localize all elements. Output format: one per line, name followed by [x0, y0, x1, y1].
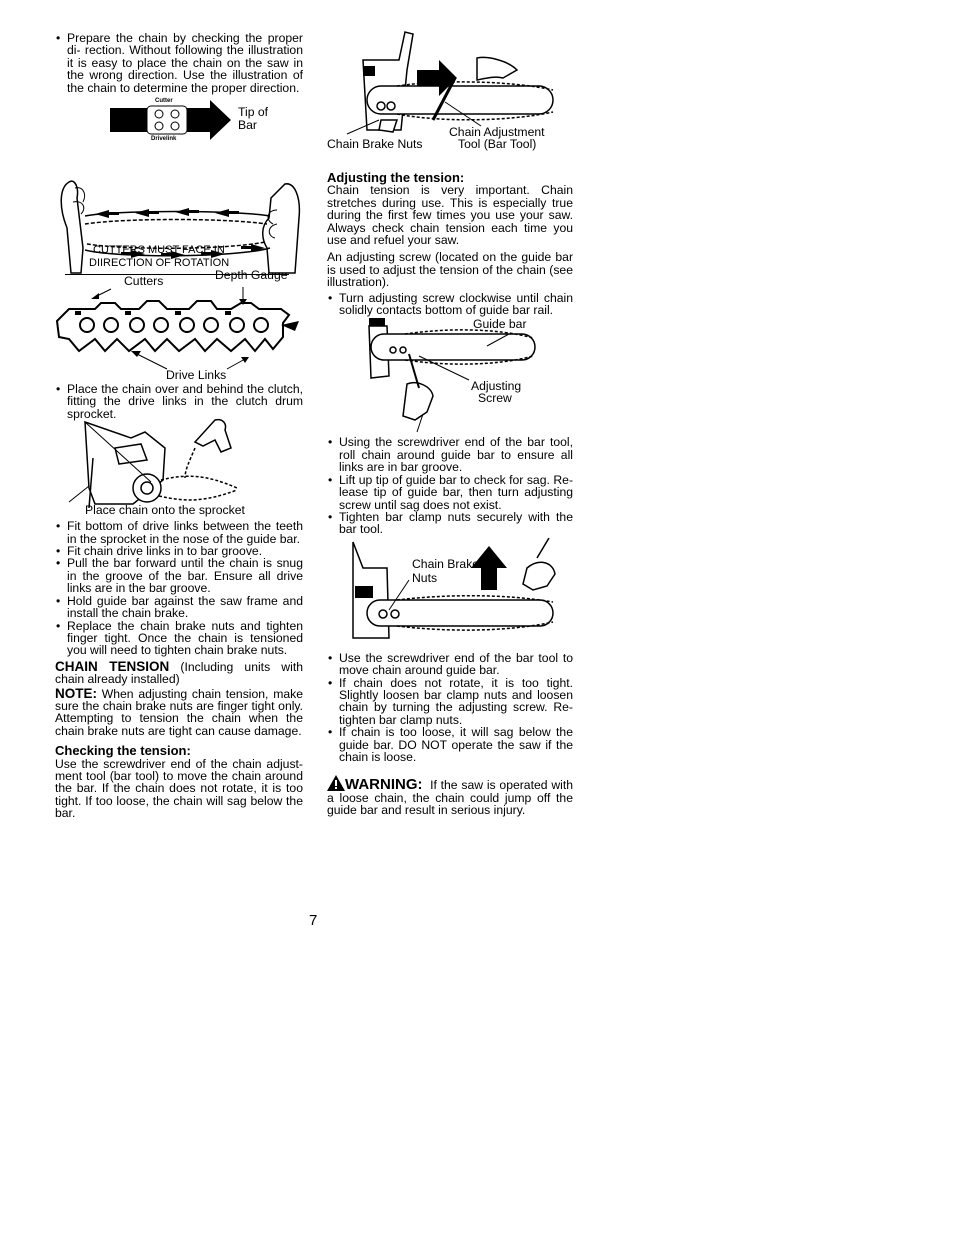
chain-brake-label-2: Nuts: [412, 570, 438, 585]
adjusting-screw-illustration: [327, 316, 573, 436]
install-bullet: • Hold guide bar against the saw frame and install the chain brake.: [55, 595, 303, 620]
bar-tool-figure: [327, 30, 573, 170]
checking-heading: Checking the tension:: [55, 743, 191, 759]
sprocket-caption: Place chain onto the sprocket: [85, 503, 245, 518]
turn-screw-bullet: • Turn adjusting screw clockwise until chain solidly contacts bottom of guide bar rail.: [327, 292, 573, 317]
mid-bullet: • Lift up tip of guide bar to check for sag. Re- lease tip of guide bar, then turn adjusting screw until sag does not exist.: [327, 474, 573, 511]
warning-label: WARNING:: [345, 776, 423, 794]
intro-bullet: • Prepare the chain by checking the proper di- rection. Without following the illustration it is easy to place the chain on the saw in the wrong direction. Use the illustration of the chain to determine the proper direction.: [55, 32, 303, 94]
warning-text: If the saw is operated with a loose chain, the chain could jump off the guide bar and result in serious injury.: [327, 778, 573, 818]
page-number: 7: [309, 912, 318, 929]
direction-caption-2: DIIRECTION OF ROTATION: [89, 257, 230, 270]
checking-text: Use the screwdriver end of the chain adjust- ment tool (bar tool) to move the chain around the bar. If the chain does not rotate, it is too tight. If too loose, the chain will sag below the bar.: [55, 756, 303, 821]
end-bullet: • If chain does not rotate, it is too tight. Slightly loosen bar clamp nuts and loosen chain by turning the adjusting screw. Re- tighten bar clamp nuts.: [327, 677, 573, 727]
bar-tool-illustration: [327, 30, 573, 140]
place-chain-bullet: • Place the chain over and behind the clutch, fitting the drive links in the clutch drum sprocket.: [55, 383, 303, 420]
adjustment-tool-label-1: Chain Adjustment: [449, 125, 545, 139]
install-bullet: • Pull the bar forward until the chain is snug in the groove of the bar. Ensure all drive links are in the bar groove.: [55, 557, 303, 594]
mid-bullets: [327, 436, 573, 535]
left-column: [55, 32, 303, 820]
chain-parts-figure: [55, 268, 303, 383]
adjustment-tool-label-2: Tool (Bar Tool): [458, 137, 537, 151]
chain-brake-illustration: [327, 538, 573, 648]
chain-direction-figure: [55, 98, 303, 288]
adjusting-screw-label-1: Adjusting: [471, 379, 522, 394]
warning-triangle-icon: [327, 775, 345, 791]
mid-bullet: • Tighten bar clamp nuts securely with the bar tool.: [327, 511, 573, 536]
adjusting-heading: Adjusting the tension:: [327, 170, 465, 185]
install-bullets: [55, 520, 303, 656]
chain-tension-heading: CHAIN TENSION: [55, 658, 170, 674]
adjusting-screw-figure: [327, 316, 573, 436]
note-paragraph: [55, 685, 303, 738]
note-text: When adjusting chain tension, make sure the chain brake nuts are finger tight only. Attempting to tension the chain when the chain brake nuts are tight can cause damage.: [55, 686, 303, 738]
chain-brake-label-1: Chain Brake: [412, 556, 480, 571]
chain-brake-nuts-label: Chain Brake Nuts: [327, 137, 423, 151]
install-bullet: • Replace the chain brake nuts and tighten finger tight. Once the chain is tensioned you will need to tighten chain brake nuts.: [55, 620, 303, 657]
chain-brake-figure: [327, 538, 573, 652]
install-bullet: • Fit bottom of drive links between the teeth in the sprocket in the nose of the guide bar.: [55, 520, 303, 545]
mid-bullet: • Using the screwdriver end of the bar tool, roll chain around guide bar to ensure all links are in bar groove.: [327, 436, 573, 473]
direction-caption-1: CUTTERS MUST FACE IN: [93, 244, 225, 257]
adjusting-text: Chain tension is very important. Chain stretches during use. This is especially true during the first few times you use your saw. Always check chain tension each time you use and refuel your saw.: [327, 183, 573, 248]
right-column: [327, 30, 573, 817]
adjusting-screw-label-2: Screw: [478, 391, 512, 406]
chain-tension-note: (Including units with chain already installed): [55, 659, 303, 687]
screw-text: An adjusting screw (located on the guide bar is used to adjust the tension of the chain (see illustration).: [327, 250, 573, 290]
chain-parts-illustration: [55, 281, 303, 381]
cutter-label: Cutter: [155, 98, 173, 105]
cutters-label: Cutters: [124, 274, 164, 289]
tip-of-bar-label-2: Bar: [238, 118, 257, 133]
sprocket-figure: [55, 418, 303, 520]
end-bullets: [327, 652, 573, 764]
guide-bar-label: Guide bar: [473, 317, 527, 332]
end-bullet: • If chain is too loose, it will sag below the guide bar. DO NOT operate the saw if the chain is loose.: [327, 726, 573, 763]
note-label: NOTE:: [55, 685, 97, 701]
sprocket-illustration: [55, 418, 303, 508]
drivelink-label: Drivelink: [151, 136, 177, 143]
chain-tension-paragraph: [55, 658, 303, 687]
depth-gauge-label: Depth Gauge: [215, 268, 288, 283]
drive-links-label: Drive Links: [166, 368, 227, 383]
tip-of-bar-label-1: Tip of: [238, 105, 269, 120]
warning-paragraph: [327, 775, 573, 816]
end-bullet: • Use the screwdriver end of the bar tool to move chain around guide bar.: [327, 652, 573, 677]
install-bullet: • Fit chain drive links in to bar groove.: [55, 545, 303, 557]
